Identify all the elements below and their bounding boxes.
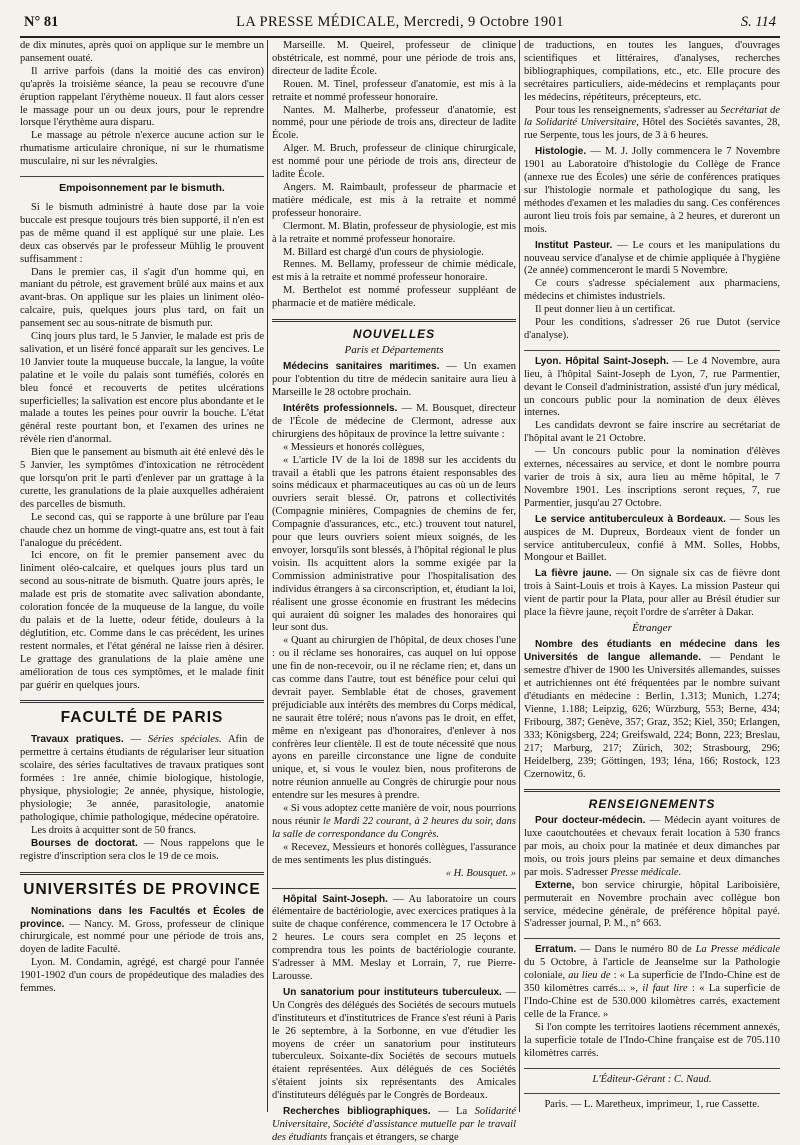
section-rule — [272, 888, 516, 889]
paragraph — [524, 240, 780, 279]
paragraph — [272, 803, 516, 842]
item-lead: La fièvre jaune. — [535, 568, 612, 580]
paragraph: Le massage au pétrole n'exerce aucune action sur le rhumatisme articulaire chronique, ni sur le rhumatisme musculaire, ni sur les névralgies. — [20, 130, 264, 168]
paragraph: Rennes. M. Bellamy, professeur de chimie médicale, est mis à la retraite et nommé professeur honoraire. — [272, 259, 516, 284]
paragraph: Les candidats devront se faire inscrire au secrétariat de l'hôpital avant le 21 Octobre. — [524, 420, 780, 445]
item-text: « Si vous adoptez cette manière de voir, nous pourrions nous réunir — [272, 803, 516, 828]
paragraph: Alger. M. Bruch, professeur de clinique chirurgicale, est nommé pour une période de trois ans, directeur de ladite École. — [272, 143, 516, 181]
paragraph — [524, 514, 780, 566]
item-text: — Dans le numéro 80 de — [576, 944, 696, 956]
section-rule — [20, 700, 264, 703]
item-lead: Intérêts professionnels. — [283, 403, 398, 415]
paragraph: Bien que le pansement au bismuth ait été enlevé dès le 5 Janvier, les symptômes d'intoxication ne rétrocèdent que lorsqu'on prit le parti d'enlever par un grattage à la curette, les granulations de la plaie auxquelles adhéraient des parcelles de bismuth. — [20, 447, 264, 510]
item-lead: Erratum. — [535, 944, 577, 956]
item-text: bon service chirurgie, hôpital Lariboisière, permuterait en Novembre prochain avec collègue bon service, médecine générale, de préférence hôpital payé. S'adresser journal, P. M., n° 663. — [524, 879, 780, 930]
item-text: : « La superficie de l'Indo-Chine est de 350 kilomètres carrés... », — [524, 970, 781, 995]
item-lead: Lyon. Hôpital Saint-Joseph. — [535, 355, 669, 367]
issue-number: N° 81 — [24, 14, 59, 30]
column-2 — [272, 40, 517, 1143]
paragraph — [272, 894, 516, 984]
item-text: — Un examen pour l'obtention du titre de médecin sanitaire aura lieu à Marseille le 28 octobre prochain. — [272, 361, 516, 399]
item-lead: Externe, — [535, 879, 575, 891]
paragraph — [20, 838, 264, 864]
paragraph — [524, 356, 780, 421]
editor-credit: L'Éditeur-Gérant : C. Naud. — [592, 1073, 712, 1085]
paragraph: Le second cas, qui se rapporte à une brûlure par l'eau chaude chez un homme de vingt-quatre ans, est tout à fait l'analogue du précédent. — [20, 511, 264, 549]
paragraph — [524, 146, 780, 236]
item-text: Hôtel des Sociétés savantes, 28, rue Serpente, tous les jours, de 3 à 6 heures. — [524, 117, 780, 142]
section-rule — [272, 319, 516, 322]
section-heading: FACULTÉ DE PARIS — [60, 709, 224, 727]
paragraph: Rouen. M. Tinel, professeur d'anatomie, est mis à la retraite et nommé professeur honoraire. — [272, 78, 516, 103]
item-emphasis: Presse médicale. — [610, 866, 682, 878]
item-text: — Nancy. M. Gross, professeur de clinique chirurgicale, est nommé pour une période de trois ans, doyen de ladite Faculté. — [20, 918, 264, 956]
item-lead: Institut Pasteur. — [535, 239, 613, 251]
section-rule — [524, 938, 780, 939]
paragraph: « L'article IV de la loi de 1898 sur les accidents du travail a établi que les patrons étaient responsables des soins médicaux et pharmaceutiques au cas où un de leurs ouvriers serait blessé. Or, patrons et collectivités (Compagnie minières, Compagnies de chemins de fer, Compagnie d'assurances, etc., etc.) trouvent tout naturel, pour que leurs ouvriers soient mieux soignés, de les envoyer, lorsqu'ils sont blessés, à l'hôpital régional le plus voisin. Ils acquittent alors la somme exigée par la Commission administrative pour l'hospitalisation des individus étrangers à sa circonscription, et, étudiant la loi, réalisent une grosse économie en frustrant les médecins qui auraient dû soigner les malades des honoraires qui leur sont dus. — [272, 454, 516, 634]
paragraph: Ici encore, on fit le premier pansement avec du liniment oléo-calcaire, et quelques jours plus tard un second au sous-nitrate de bismuth. Quatre jours après, le malade est pris de stomatite avec salivation abondante, coloration foncée de la muqueuse de la langue, du voile du palais et de la luette, odeur fétide, douleurs à la déglutition, etc. Comme dans le cas précédent, les urines restent normales, et l'état général ne laisse rien à désirer. Le grattage des granulations de la plaie amène une amélioration de tous ces symptômes, et le malade finit par guérir en quelques jours. — [20, 550, 264, 691]
item-emphasis: La Presse médicale — [695, 944, 780, 956]
subsection-heading: Paris et Départements — [344, 343, 444, 356]
paragraph: Si l'on compte les territoires laotiens récemment annexés, la superficie totale de l'Indo-Chine française est de 705.110 kilomètres carrés. — [524, 1021, 780, 1059]
paragraph: Il arrive parfois (dans la moitié des cas environ) qu'après la troisième séance, la peau se recouvre d'une éruption rappelant l'érythème noueux. Il faut alors cesser le massage pour un ou deux jours, pour le reprendre lorsque l'érythème aura disparu. — [20, 65, 264, 129]
item-lead: Bourses de doctorat. — [31, 837, 138, 849]
paragraph: Les droits à acquitter sont de 50 francs. — [31, 824, 197, 836]
section-heading: RENSEIGNEMENTS — [588, 797, 716, 812]
paragraph: Clermont. M. Blatin, professeur de physiologie, est mis à la retraite et nommé professeur honoraire. — [272, 220, 517, 245]
paragraph — [524, 944, 780, 1021]
item-text: Pour tous les renseignements, s'adresser au — [535, 104, 721, 116]
item-lead: Un sanatorium pour instituteurs tuberculeux. — [283, 986, 502, 998]
paragraph: — Un concours public pour la nomination d'élèves externes, nécessaires au service, et dont le nombre pourra varier de trois à six, aura lieu au même hôpital, le 7 Novembre 1901. Les inscriptions seront reçues, 7, rue Parmentier, jusqu'au 27 Octobre. — [524, 446, 780, 509]
paragraph: Angers. M. Raimbault, professeur de pharmacie et matière médicale, est mis à la retraite et nommé professeur honoraire. — [272, 181, 516, 219]
page-number: S. 114 — [740, 14, 776, 30]
paragraph: de dix minutes, après quoi on applique sur le membre un pansement ouaté. — [20, 40, 264, 64]
paragraph — [20, 906, 264, 958]
item-lead: Nombre des étudiants en médecine dans les Universités de langue allemande. — [524, 639, 780, 664]
paragraph: Si le bismuth administré à haute dose par la voie buccale est presque toujours très bien supporté, il n'en est pas de même quand il est appliqué sur une plaie. Les deux cas observés par le professeur Mühlig le prouvent suffisamment : — [20, 201, 264, 265]
section-rule — [524, 789, 780, 792]
paragraph — [272, 987, 516, 1103]
item-lead: Travaux pratiques. — [31, 734, 124, 746]
printer-credit: Paris. — L. Maretheux, imprimeur, 1, rue Cassette. — [544, 1099, 760, 1111]
paragraph — [524, 815, 780, 880]
paragraph: M. Billard est chargé d'un cours de physiologie. — [283, 246, 484, 258]
paragraph: « Messieurs et honorés collègues, — [283, 441, 425, 453]
paragraph — [524, 639, 780, 781]
paragraph: Il peut donner lieu à un certificat. — [535, 304, 676, 316]
section-heading: UNIVERSITÉS DE PROVINCE — [23, 880, 261, 898]
item-emphasis: le Mardi 22 courant, à 2 heures du soir, dans la salle de correspondance du Congrès. — [272, 816, 516, 840]
paragraph — [524, 105, 780, 144]
item-lead: Le service antituberculeux à Bordeaux. — [535, 513, 726, 525]
signature: « H. Bousquet. » — [445, 867, 516, 879]
item-emphasis: Séries spéciales. — [147, 734, 222, 746]
paragraph — [272, 361, 516, 400]
item-text: du 5 Octobre, à l'article de Jeanselme sur la Pathologie coloniale, — [524, 957, 780, 982]
item-text: Afin de permettre à certains étudiants de régulariser leur situation scolaire, des séries facultatives de travaux pratiques sont formées : 1re année, chimie biologique, histologie, physique, physiologie; 2e année, physique, histologie, physiologie; 3e année, parasitologie, anatomie pathologique, chimie pathologique, médecine opératoire. — [20, 734, 264, 823]
item-lead: Hôpital Saint-Joseph. — [283, 893, 388, 905]
paragraph: de traductions, en toutes les langues, d'ouvrages scientifiques et littéraires, d'analyses, recherches bibliographiques, compilations, etc., etc. Elle procure des secrétaires particuliers, aide-médecins et remplaçants pour les médecins, répétiteurs, précepteurs, etc. — [524, 40, 780, 103]
paragraph: M. Berthelot est nommé professeur suppléant de pharmacie et de matière médicale. — [272, 285, 516, 310]
section-heading: NOUVELLES — [352, 327, 436, 342]
item-text: — Le 4 Novembre, aura lieu, à l'hôpital Saint-Joseph de Lyon, 7, rue Parmentier, devant le Conseil d'administration, assisté d'un jury médical, un concours public pour la nomination de deux élèves internes. — [524, 355, 780, 419]
section-rule — [20, 872, 264, 875]
paragraph — [272, 403, 516, 442]
paragraph — [524, 568, 780, 620]
paragraph: Marseille. M. Queirel, professeur de clinique obstétricale, est nommé, pour une période de trois ans, directeur de ladite École. — [272, 40, 516, 77]
item-text: — M. Bousquet, directeur de l'École de médecine de Clermont, adresse aux chirurgiens des hôpitaux de province la lettre suivante : — [272, 403, 517, 440]
item-emphasis: Solidarité Universitaire, Société d'assistance mutuelle par le travail des étudiants — [272, 1106, 516, 1143]
item-text: — La — [430, 1106, 475, 1118]
item-lead: Recherches bibliographiques. — [283, 1106, 431, 1118]
paragraph — [272, 1106, 516, 1145]
column-divider — [267, 40, 268, 1112]
section-rule — [524, 1093, 780, 1094]
column-1 — [20, 40, 264, 1108]
section-rule — [20, 176, 264, 177]
item-text: français et étrangers, se charge — [327, 1131, 459, 1143]
item-text: — On signale six cas de fièvre dont trois à Saint-Louis et trois à Kayes. La mission Pasteur qui vient de partir pour la Plata, pour aller au Brésil étudier sur place la fièvre jaune, reçoit l'ordre de s'arrêter à Dakar. — [524, 568, 780, 619]
article-heading: Empoisonnement par le bismuth. — [59, 182, 225, 195]
item-text: — Pendant le semestre d'hiver de 1900 les Universités allemandes, suisses et autrichiennes ont été fréquentées par le nombre suivant d'étudiants en médecine : Berlin, 1.313; Munich, 1.274; Vienne, 1.188; Leipzig, 626; Würzburg, 553; Berne, 434; Fribourg, 387; Genève, 357; Graz, 352; Kiel, 350; Erlangen, 333; Königsberg, 224; Greifswald, 224; Bonn, 223; Breslau, 217; Marburg, 217; Zürich, 302; Strasbourg, 296; Heidelberg, 239; Göttingen, 193; Iéna, 166; Rostock, 123 Czernowitz, 6. — [524, 652, 780, 780]
item-emphasis: Secrétariat de la Solidarité Universitaire, — [524, 104, 780, 129]
item-text: — Nous rappelons que le registre d'inscription sera clos le 19 de ce mois. — [20, 837, 264, 862]
column-3 — [524, 40, 781, 1111]
item-lead: Pour docteur-médecin. — [535, 815, 646, 827]
paragraph: « Quant au chirurgien de l'hôpital, de deux choses l'une : ou il réclame ses honoraires, cas auquel on lui oppose une fin de non-recevoir, ou il ne réclame rien; et, dans un cas comme dans l'autre, tout est bénéfice pour celui qui devrait payer. Semblable état de choses, gravement préjudiciable aux intérêts des membres du Corps médical, ne saurait être toléré; nous n'avons pas le droit, en effet, même en n'exigeant pas d'honoraires, d'enlever à nos confrères leur clientèle. Il est de toute nécessité que nous ayons en pareille circonstance une ligne de conduite unique, et, si vous le voulez bien, nous profiterons de notre réunion annuelle au Congrès de chirurgie pour nous entendre sur les mesures à prendre. — [272, 635, 516, 802]
item-emphasis: il faut lire — [642, 983, 688, 995]
paragraph: Lyon. M. Condamin, agrégé, est chargé pour l'année 1901-1902 d'un cours de propédeutique des maladies des femmes. — [20, 957, 264, 995]
item-emphasis: au lieu de — [568, 970, 611, 982]
item-text: — Au laboratoire un cours élémentaire de bactériologie, avec exercices pratiques à la suite de chaque conférence, commencera le 17 Octobre à 2 heures. Le cours sera complet en 25 leçons et comprendra tous les points de bactériologie courante. S'adresser à MM. Meslay et Lorrain, 7, rue Pierre-Larousse. — [272, 893, 516, 982]
paragraph: Dans le premier cas, il s'agit d'un homme qui, en maniant du pétrole, est gravement brûlé aux mains et aux avant-bras. On applique sur les plaies un liniment oléo-calcaire, puis, quelques jours plus tard, on fait un pansement sec au sous-nitrate de bismuth pur. — [20, 266, 264, 330]
paragraph: « Recevez, Messieurs et honorés collègues, l'assurance de mes sentiments les plus distingués. — [272, 841, 516, 866]
paragraph — [524, 880, 780, 932]
paragraph: Pour les conditions, s'adresser 26 rue Dutot (service d'analyse). — [524, 317, 780, 341]
item-text: — Sous les auspices de M. Dupreux, Bordeaux vient de fonder un service antituberculeux, confié à MM. Solles, Hobbs, Mongour et Baillet. — [524, 513, 780, 564]
item-text: — Médecin ayant voitures de luxe caoutchoutées et chevaux ferait location à 530 francs par mois, au choix pour la matinée et deux dimanches par mois, ou trois jours pleins par semaine et deux dimanches par mois. S'adresser — [524, 815, 780, 878]
item-lead: Histologie. — [535, 146, 587, 158]
paragraph: Cinq jours plus tard, le 5 Janvier, le malade est pris de salivation, et un liséré foncé apparaît sur les gencives. Le 10 Janvier toute la muqueuse buccale, la langue, la voûte palatine et le voile du palais sont tuméfiés, colorés en bleu foncé et recouverts de petites ulcérations superficielles; la salivation est encore plus abondante et le malade a toutes les peines pour ouvrir la bouche. L'état général reste pourtant bon, et l'examen des urines ne révèle rien d'anormal. — [20, 331, 264, 446]
item-text: : « La superficie de l'Indo-Chine est de 530.000 kilomètres carrés, exactement celle de la France. » — [524, 983, 780, 1020]
section-rule — [524, 350, 780, 351]
item-lead: Nominations dans les Facultés et Écoles de province. — [20, 905, 264, 930]
header-rule — [20, 36, 780, 38]
page-header — [24, 14, 776, 32]
subsection-heading: Étranger — [632, 621, 672, 634]
paragraph: Travaux pratiques. — Séries spéciales. Afin de permettre à certains étudiants de régulariser leur situation scolaire, des séries facultatives de travaux pratiques sont formées : 1re année, chimie biologique, histologie, physique, physiologie; 2e année, physique, histologie, physiologie; 3e année, parasitologie, anatomie pathologique, chimie pathologique, médecine opératoire. — [20, 734, 264, 823]
item-lead: Médecins sanitaires maritimes. — [283, 361, 440, 373]
masthead-title: LA PRESSE MÉDICALE, Mercredi, 9 Octobre 1901 — [236, 14, 564, 30]
paragraph: Ce cours s'adresse spécialement aux pharmaciens, médecins et chimistes industriels. — [524, 278, 780, 303]
item-text: — M. J. Jolly commencera le 7 Novembre 1901 au Laboratoire d'histologie du Collège de France (annexe rue des Écoles) une série de conférences pratiques sur l'histologie normale et pathologique du sang, les méthodes d'examen et les maladies du sang. Ces conférences auront lieu trois fois par semaine, à 2 heures, et dureront un mois. — [524, 146, 780, 235]
item-text: — Le cours et les manipulations du nouveau service d'analyse et de chimie appliquée à l'hygiène (2e année) commenceront le mardi 5 Novembre. — [524, 239, 780, 277]
section-rule — [524, 1068, 780, 1069]
item-text: — Un Congrès des délégués des Sociétés de secours mutuels d'instituteurs et d'institutrices de France s'est réuni à Paris le 26 septembre, à la Sorbonne, en vue d'étudier les moyens de créer un sanatorium pour instituteurs tuberculeux. Soixante-dix Sociétés de secours mutuels étaient représentées. Aux délégués de ces Sociétés s'étaient joints six représentants des Amicales d'instituteurs délégués par le Congrès de Bordeaux. — [272, 986, 517, 1102]
paragraph: Nantes. M. Malherbe, professeur d'anatomie, est nommé, pour une période de trois ans, directeur de ladite École. — [272, 104, 516, 142]
column-divider — [519, 40, 520, 1112]
